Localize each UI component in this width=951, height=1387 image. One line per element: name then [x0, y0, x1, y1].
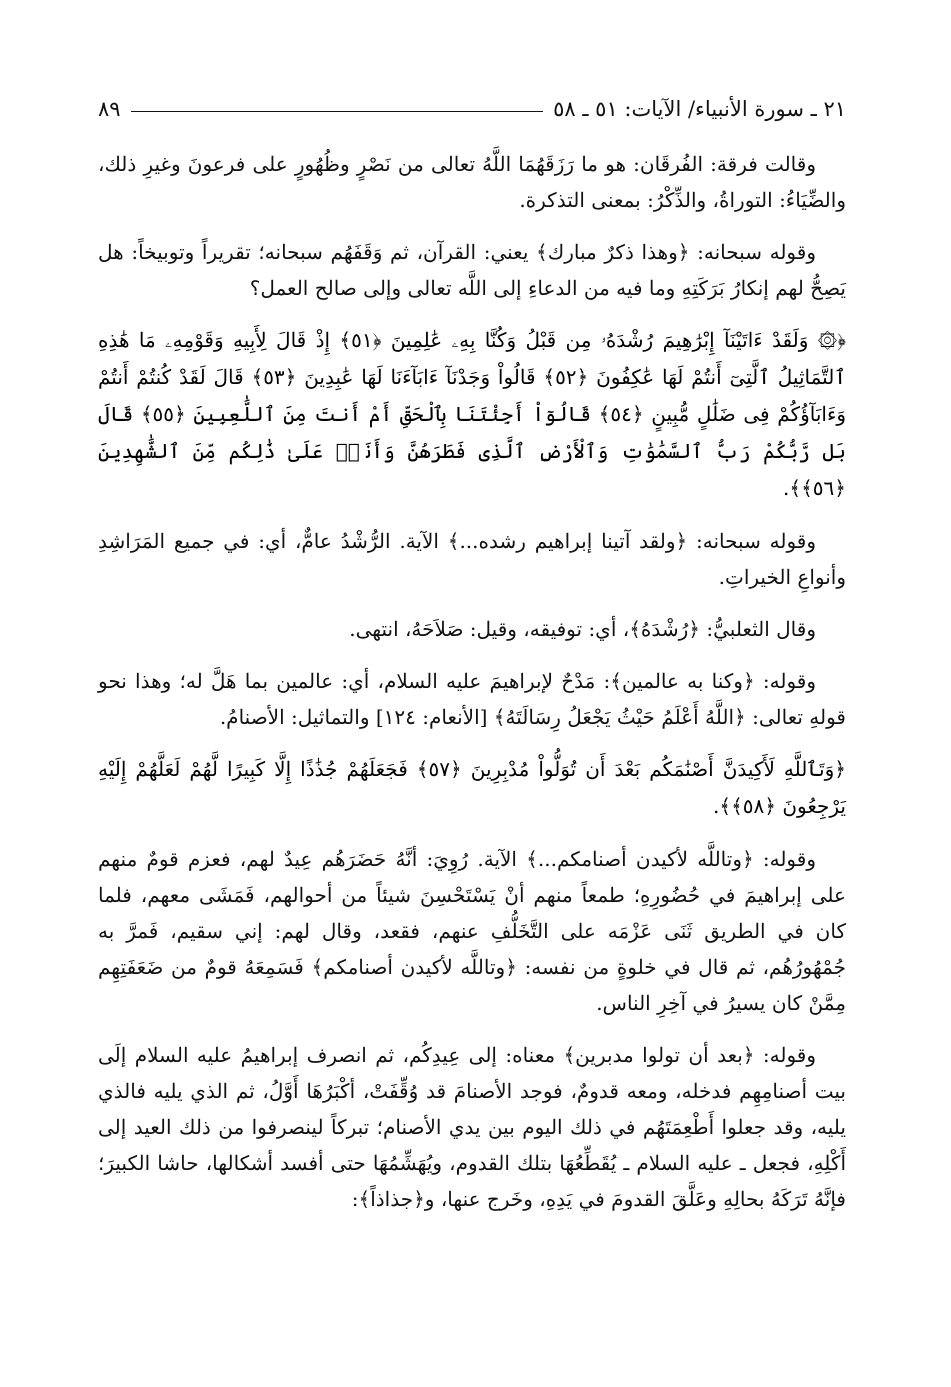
- paragraph-rushd: وقوله سبحانه: ﴿ولقد آتينا إبراهيم رشده...﴾ الآية. الرُّشْدُ عامٌّ، أي: في جميع المَرَاشِدِ وأنواعِ الخيراتِ.: [98, 529, 846, 589]
- paragraph-idols: وقوله: ﴿بعد أن تولوا مدبرين﴾ معناه: إلى عِيدِكُم، ثم انصرف إبراهيمُ عليه السلام إلَى بيت أصنامِهِم فدخله، ومعه قدومٌ، فوجد الأصنامَ قد وُقِّفَتْ، أكْبَرُهَا أَوَّلُ، ثم الذي يليه فالذي يليه، وقد جعلوا أَطْعِمَتَهُم في ذلك اليوم بين يدي الأصنام؛ تبركاً لينصرفوا من ذلك العيد إلى أَكْلِهِ، فجعل ـ عليه السلام ـ يُقَطِّعُهَا بتلك القدوم، ويُهَشِّمُهَا حتى أفسد أشكالها، حاشا الكبيرَ؛ فإنَّهُ تَرَكَهُ بحالِهِ وعَلَّقَ القدومَ في يَدِهِ، وخَرج عنها، و﴿جذاذاً﴾:: [98, 1043, 847, 1211]
- header-rule: [131, 111, 544, 112]
- paragraph-alimin: وقوله: ﴿وكنا به عالمين﴾: مَدْحٌ لإبراهيمَ عليه السلام، أي: عالمين بما هَلَّ له؛ وهذا نحو قولهِ تعالى: ﴿اللَّهُ أَعْلَمُ حَيْثُ يَجْعَلُ رِسَالَتَهُ﴾ [الأنعام: ١٢٤] والتماثيل: الأصنامُ.: [98, 669, 846, 729]
- page-number: ٨٩: [98, 97, 121, 121]
- header-title: ٢١ ـ سورة الأنبياء/ الآيات: ٥١ ـ ٥٨: [553, 97, 846, 121]
- paragraph-eid: وقوله: ﴿وتاللَّه لأكيدن أصنامكم...﴾ الآية. رُوِيَ: أنَّهُ حَضَرَهُم عِيدٌ لهم، فعزم قومٌ منهم على إبراهيمَ في حُضُورِهِ؛ طمعاً منهم أنْ يَسْتَحْسِنَ شيئاً من أحوالهم، فَمَشَى معهم، فلما كان في الطريق ثَنَى عَزْمَه على التَّخَلُّفِ عنهم، فقعد، وقال لهم: إني سقيم، فَمرَّ به جُمْهُورُهُم، ثم قال في خلوةٍ من نفسه: ﴿وتاللَّه لأكيدن أصنامكم﴾ فَسَمِعَهُ قومٌ من ضَعَفَتِهِم مِمَّنْ كان يسيرُ في آخِرِ الناس.: [98, 847, 846, 1015]
- paragraph-furqan: وقالت فرقة: الفُرقَان: هو ما رَزَقَهُمَا اللَّهُ تعالى من نَصْرٍ وظُهُورٍ على فرعونَ وغيرِ ذلك، والضِّيَاءُ: التوراةُ، والذِّكْرُ: بمعنى التذكرة.: [98, 152, 846, 212]
- paragraph-thalabi: وقال الثعلبيُّ: ﴿رُشْدَهُ﴾، أي: توفيقه، وقيل: صَلاَحَهُ، انتهى.: [349, 617, 816, 641]
- running-header: [98, 92, 846, 126]
- quran-verses-51-56: ﴿۞ وَلَقَدْ ءَاتَيْنَآ إِبْرَٰهِيمَ رُشْدَهُۥ مِن قَبْلُ وَكُنَّا بِهِۦ عَٰلِمِينَ ﴿٥١﴾ إِذْ قَالَ لِأَبِيهِ وَقَوْمِهِۦ مَا هَٰذِهِ ٱلتَّمَاثِيلُ ٱلَّتِىٓ أَنتُمْ لَهَا عَٰكِفُونَ ﴿٥٢﴾ قَالُواْ وَجَدْنَآ ءَابَآءَنَا لَهَا عَٰبِدِينَ ﴿٥٣﴾ قَالَ لَقَدْ كُنتُمْ أَنتُمْ وَءَابَآؤُكُمْ فِى ضَلَٰلٍ مُّبِينٍ ﴿٥٤﴾ قَالُوٓاْ أَجِئْتَنَا بِٱلْحَقِّ أَمْ أَنتَ مِنَ ٱللَّٰعِبِينَ ﴿٥٥﴾ قَالَ بَل رَّبُّكُمْ رَبُّ ٱلسَّمَٰوَٰتِ وَٱلْأَرْضِ ٱلَّذِى فَطَرَهُنَّ وَأَنَا۠ عَلَىٰ ذَٰلِكُم مِّنَ ٱلشَّٰهِدِينَ ﴿٥٦﴾﴾.: [98, 328, 847, 500]
- paragraph-dhikr: وقوله سبحانه: ﴿وهذا ذكرٌ مبارك﴾ يعني: القرآن، ثم وَقَفَهُم سبحانه؛ تقريراً وتوبيخاً: هل يَصِحُّ لهم إنكارُ بَرَكَتِهِ وما فيه من الدعاءِ إلى اللَّه تعالى وإلى صالح العمل؟: [98, 240, 846, 300]
- quran-verses-57-58: ﴿وَتَٱللَّهِ لَأَكِيدَنَّ أَصْنَٰمَكُم بَعْدَ أَن تُوَلُّواْ مُدْبِرِينَ ﴿٥٧﴾ فَجَعَلَهُمْ جُذَٰذًا إِلَّا كَبِيرًا لَّهُمْ لَعَلَّهُمْ إِلَيْهِ يَرْجِعُونَ ﴿٥٨﴾﴾.: [98, 757, 846, 818]
- body-text: [98, 146, 846, 1233]
